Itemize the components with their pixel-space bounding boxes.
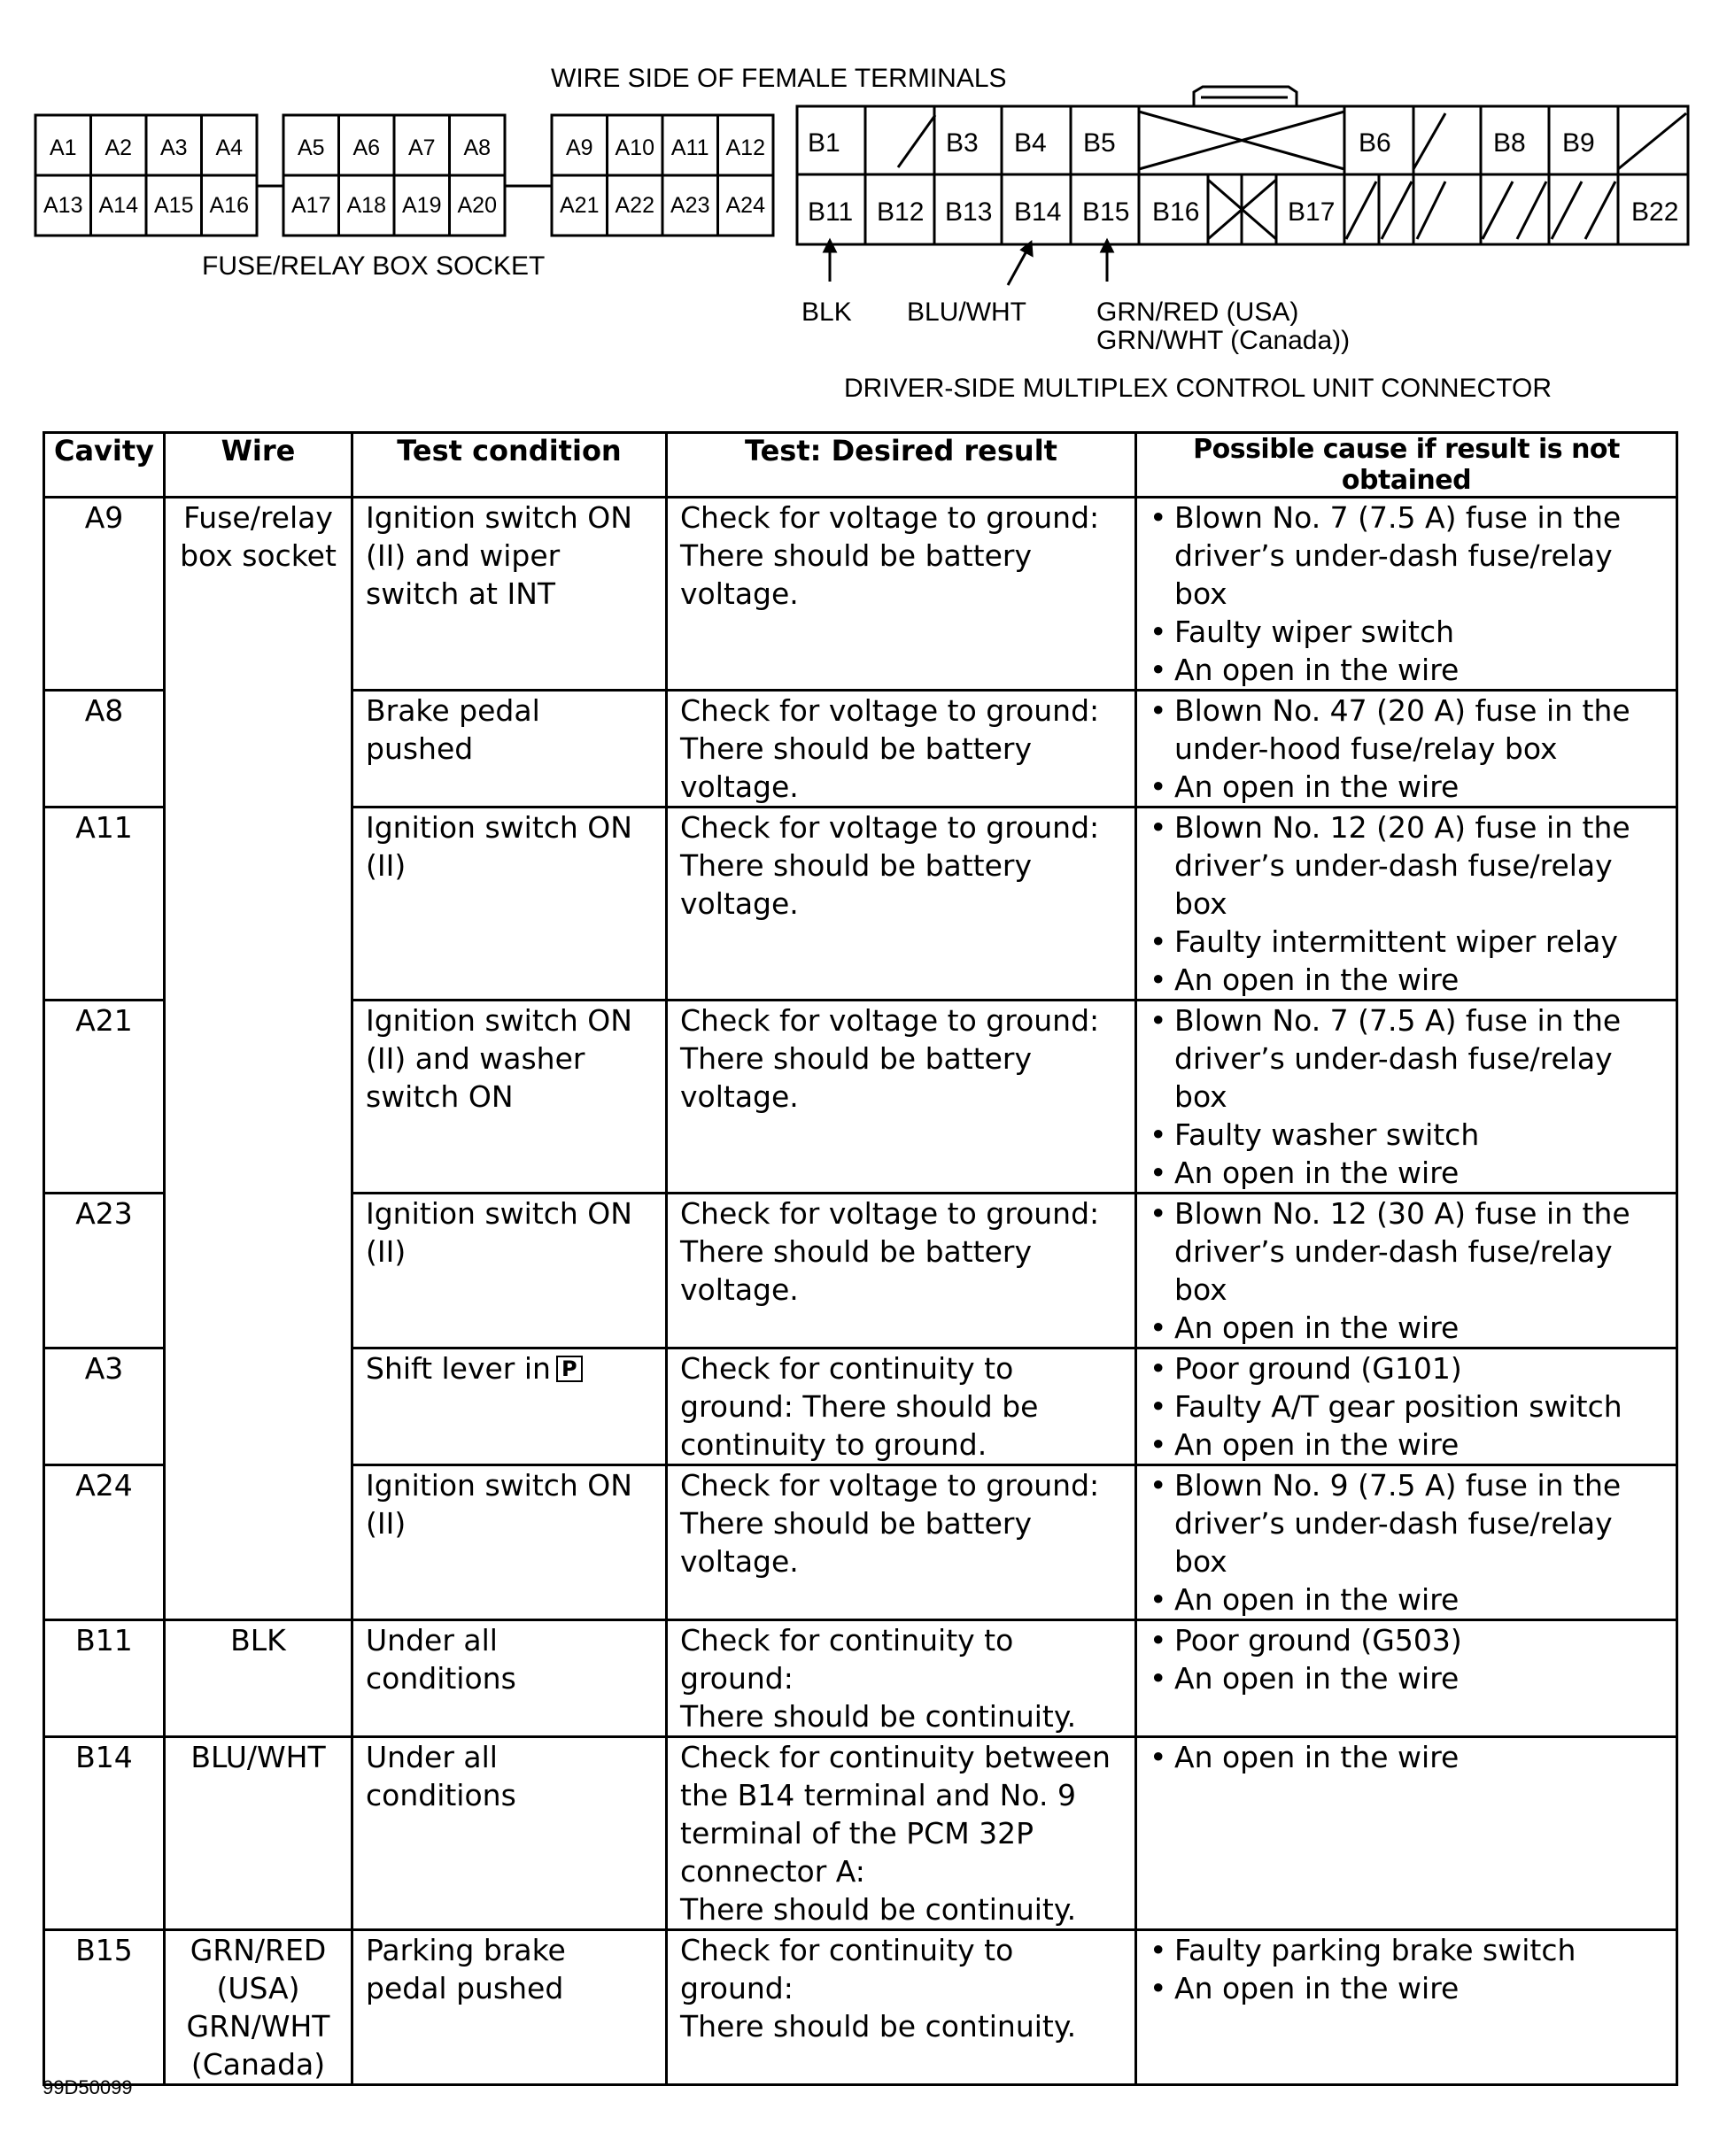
cause-item: • An open in the wire	[1142, 1309, 1663, 1347]
test-condition-cell	[352, 498, 667, 691]
cause-item: • Faulty A/T gear position switch	[1142, 1387, 1663, 1426]
test-condition-cell	[352, 1930, 667, 2085]
fuse-terminal-label: A3	[159, 135, 188, 160]
table-row	[44, 498, 1677, 691]
mpcu-terminal-label: B1	[808, 128, 840, 158]
test-condition-text: Ignition switch ON (II) and wiper switch at INT	[366, 500, 632, 611]
blk-arrowhead	[825, 241, 835, 251]
possible-cause-cell	[1136, 498, 1677, 691]
mpcu-terminal-label: B13	[945, 197, 993, 227]
mpcu-terminal-label: B15	[1082, 197, 1130, 227]
cause-list	[1142, 692, 1663, 806]
test-condition-text: Ignition switch ON (II) and washer switch ON	[366, 1003, 632, 1114]
cavity-cell: B11	[44, 1620, 165, 1737]
table-header-row	[44, 433, 1677, 498]
figure-number: 99D50099	[43, 2076, 133, 2098]
mpcu-terminal-label: B14	[1014, 197, 1062, 227]
cause-item: • An open in the wire	[1142, 1154, 1663, 1192]
shared-wire-cell: Fuse/relay box socket	[165, 498, 352, 1620]
test-condition-cell	[352, 691, 667, 808]
wire-cell: BLU/WHT	[165, 1737, 352, 1930]
table-row	[44, 1620, 1677, 1737]
desired-result-cell: Check for continuity to ground: There should be continuity.	[667, 1620, 1136, 1737]
mpcu-terminal-label: B6	[1359, 128, 1391, 158]
fuse-terminal-label: A5	[297, 135, 325, 160]
fuse-terminal-label: A20	[457, 193, 497, 218]
header-wire: Wire	[165, 433, 352, 498]
test-condition-text: Ignition switch ON (II)	[366, 810, 632, 883]
fuse-terminal-label: A15	[154, 193, 194, 218]
test-condition-text: Ignition switch ON (II)	[366, 1196, 632, 1269]
desired-result-cell: Check for voltage to ground: There should be battery voltage.	[667, 1465, 1136, 1620]
cause-list	[1142, 1349, 1663, 1464]
test-condition-text: Brake pedal pushed	[366, 693, 540, 766]
cause-item: • An open in the wire	[1142, 651, 1663, 689]
blk-callout: BLK	[801, 298, 852, 327]
fuse-relay-box-socket	[35, 115, 773, 236]
grn-callout-line2: GRN/WHT (Canada))	[1096, 326, 1351, 355]
possible-cause-cell	[1136, 1194, 1677, 1348]
mpcu-terminal-label: B22	[1631, 197, 1679, 227]
connector-diagram	[0, 0, 1719, 416]
cause-item: • Faulty intermittent wiper relay	[1142, 923, 1663, 961]
cavity-cell: A11	[44, 808, 165, 1001]
mpcu-terminal-label: B11	[808, 197, 854, 227]
fuse-terminal-label: A14	[98, 193, 138, 218]
fuse-terminal-label: A13	[43, 193, 83, 218]
cause-list	[1142, 1466, 1663, 1619]
mpcu-terminal-label: B3	[946, 128, 979, 158]
cause-item: • Faulty wiper switch	[1142, 613, 1663, 651]
cavity-cell: A8	[44, 691, 165, 808]
cause-item: • Blown No. 47 (20 A) fuse in the under-hood fuse/relay box	[1142, 692, 1663, 768]
mpcu-terminal-label: B12	[877, 197, 925, 227]
desired-result-cell: Check for voltage to ground: There should be battery voltage.	[667, 498, 1136, 691]
header-possible-cause: Possible cause if result is not obtained	[1136, 433, 1677, 498]
header-desired-result: Test: Desired result	[667, 433, 1136, 498]
grn-callout-line1: GRN/RED (USA)	[1096, 298, 1299, 327]
fuse-terminal-label: A11	[670, 135, 709, 160]
wire-cell: BLK	[165, 1620, 352, 1737]
bluwht-callout: BLU/WHT	[907, 298, 1026, 327]
fuse-terminal-label: A21	[560, 193, 600, 218]
fuse-terminal-label: A1	[49, 135, 77, 160]
cavity-cell: A24	[44, 1465, 165, 1620]
possible-cause-cell	[1136, 1348, 1677, 1465]
cause-item: • Blown No. 9 (7.5 A) fuse in the driver’s under-dash fuse/relay box	[1142, 1466, 1663, 1580]
fuse-terminal-label: A19	[402, 193, 442, 218]
cavity-cell: A23	[44, 1194, 165, 1348]
test-condition-text: Under all conditions	[366, 1623, 516, 1696]
possible-cause-cell	[1136, 1001, 1677, 1194]
test-condition-cell	[352, 808, 667, 1001]
fuse-terminal-label: A9	[565, 135, 593, 160]
desired-result-cell: Check for continuity to ground: There should be continuity.	[667, 1930, 1136, 2085]
fuse-terminal-label: A8	[463, 135, 492, 160]
fuse-terminal-label: A4	[215, 135, 244, 160]
possible-cause-cell	[1136, 691, 1677, 808]
multiplex-control-unit-connector	[797, 87, 1688, 244]
mpcu-terminal-label: B4	[1014, 128, 1047, 158]
cavity-cell: A3	[44, 1348, 165, 1465]
cavity-cell: B14	[44, 1737, 165, 1930]
cause-list	[1142, 1738, 1663, 1776]
test-condition-text: Under all conditions	[366, 1740, 516, 1812]
cause-item: • An open in the wire	[1142, 1969, 1663, 2007]
fuse-terminal-label: A10	[615, 135, 654, 160]
cause-list	[1142, 1194, 1663, 1347]
mpcu-terminal-label: B17	[1288, 197, 1336, 227]
mpcu-terminal-label: B9	[1562, 128, 1595, 158]
table-row	[44, 1737, 1677, 1930]
mpcu-terminal-label: B5	[1083, 128, 1116, 158]
test-condition-cell	[352, 1194, 667, 1348]
cause-list	[1142, 498, 1663, 689]
test-condition-text: Ignition switch ON (II)	[366, 1468, 632, 1541]
fuse-terminal-label: A22	[615, 193, 654, 218]
mpcu-terminal-label: B16	[1152, 197, 1200, 227]
cause-list	[1142, 1001, 1663, 1192]
park-position-symbol: P	[556, 1356, 583, 1382]
wire-cell: GRN/RED (USA) GRN/WHT (Canada)	[165, 1930, 352, 2085]
cause-item: • Blown No. 12 (20 A) fuse in the driver’s under-dash fuse/relay box	[1142, 808, 1663, 923]
cause-item: • Blown No. 12 (30 A) fuse in the driver’s under-dash fuse/relay box	[1142, 1194, 1663, 1309]
test-condition-cell	[352, 1348, 667, 1465]
fuse-terminal-label: A12	[725, 135, 765, 160]
fuse-terminal-label: A24	[725, 193, 765, 218]
possible-cause-cell	[1136, 1465, 1677, 1620]
cause-list	[1142, 1621, 1663, 1697]
cause-item: • Poor ground (G101)	[1142, 1349, 1663, 1387]
test-condition-text: Parking brake pedal pushed	[366, 1933, 566, 2005]
cavity-cell: A21	[44, 1001, 165, 1194]
cavity-cell: A9	[44, 498, 165, 691]
cavity-cell: B15	[44, 1930, 165, 2085]
test-condition-cell	[352, 1001, 667, 1194]
desired-result-cell: Check for voltage to ground: There should be battery voltage.	[667, 1194, 1136, 1348]
cause-list	[1142, 808, 1663, 999]
header-cavity: Cavity	[44, 433, 165, 498]
cause-list	[1142, 1931, 1663, 2007]
bluwht-arrow	[1008, 250, 1027, 285]
cause-item: • Blown No. 7 (7.5 A) fuse in the driver’s under-dash fuse/relay box	[1142, 498, 1663, 613]
wire-side-label: WIRE SIDE OF FEMALE TERMINALS	[551, 64, 1007, 93]
fuse-terminal-label: A2	[105, 135, 133, 160]
cause-item: • Faulty washer switch	[1142, 1116, 1663, 1154]
header-test-condition: Test condition	[352, 433, 667, 498]
possible-cause-cell	[1136, 1930, 1677, 2085]
desired-result-cell: Check for continuity between the B14 terminal and No. 9 terminal of the PCM 32P connector A: There should be continuity.	[667, 1737, 1136, 1930]
test-condition-cell	[352, 1620, 667, 1737]
mpcu-label: DRIVER-SIDE MULTIPLEX CONTROL UNIT CONNECTOR	[844, 374, 1552, 403]
test-condition-cell	[352, 1465, 667, 1620]
cause-item: • An open in the wire	[1142, 1580, 1663, 1619]
cause-item: • Blown No. 7 (7.5 A) fuse in the driver’s under-dash fuse/relay box	[1142, 1001, 1663, 1116]
fuse-terminal-label: A23	[670, 193, 710, 218]
fuse-terminal-label: A6	[352, 135, 381, 160]
cause-item: • Poor ground (G503)	[1142, 1621, 1663, 1659]
grn-arrowhead	[1102, 241, 1112, 251]
desired-result-cell: Check for voltage to ground: There should be battery voltage.	[667, 691, 1136, 808]
fuse-terminal-label: A18	[346, 193, 386, 218]
cause-item: • Faulty parking brake switch	[1142, 1931, 1663, 1969]
desired-result-cell: Check for voltage to ground: There should be battery voltage.	[667, 808, 1136, 1001]
fuse-terminal-label: A16	[209, 193, 249, 218]
cause-item: • An open in the wire	[1142, 1659, 1663, 1697]
mpcu-terminal-label: B8	[1493, 128, 1526, 158]
fuse-box-label: FUSE/RELAY BOX SOCKET	[202, 251, 546, 281]
fuse-terminal-label: A17	[291, 193, 331, 218]
cause-item: • An open in the wire	[1142, 1738, 1663, 1776]
desired-result-cell: Check for voltage to ground: There should be battery voltage.	[667, 1001, 1136, 1194]
cause-item: • An open in the wire	[1142, 1426, 1663, 1464]
cause-item: • An open in the wire	[1142, 961, 1663, 999]
possible-cause-cell	[1136, 808, 1677, 1001]
test-table	[43, 431, 1678, 2086]
table-row	[44, 1930, 1677, 2085]
possible-cause-cell	[1136, 1737, 1677, 1930]
fuse-terminal-label: A7	[407, 135, 436, 160]
test-condition-text: Shift lever in	[366, 1351, 551, 1386]
desired-result-cell: Check for continuity to ground: There should be continuity to ground.	[667, 1348, 1136, 1465]
test-condition-cell	[352, 1737, 667, 1930]
possible-cause-cell	[1136, 1620, 1677, 1737]
cause-item: • An open in the wire	[1142, 768, 1663, 806]
